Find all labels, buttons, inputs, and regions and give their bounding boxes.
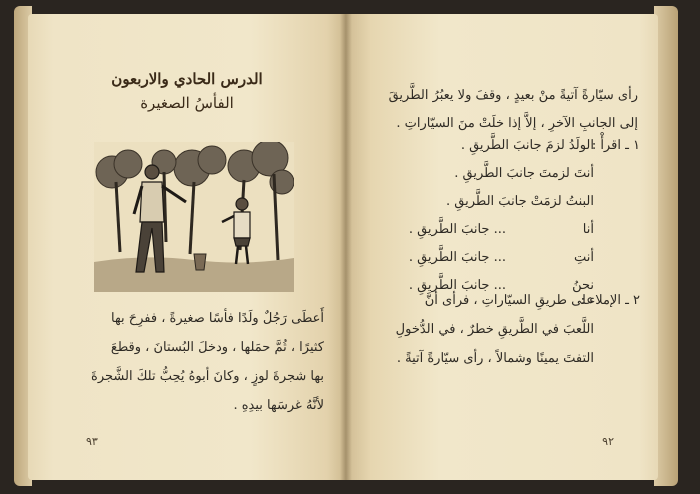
exercise-dictation [360, 286, 640, 373]
exercise-number: ١ ـ اقرأْ : [591, 138, 640, 153]
story-paragraph [54, 304, 324, 420]
exercise-sentence: البنتُ لزمَتْ جانبَ الطَّريقِ . [446, 194, 594, 209]
exercise-read [360, 138, 640, 306]
exercise-pronoun: أنا [582, 222, 594, 237]
right-page [346, 14, 658, 480]
page-number-left: ٩٣ [86, 435, 98, 448]
story-line: لأنَّهُ غرسَها بيدِهِ . [233, 398, 324, 413]
intro-paragraph [376, 82, 638, 138]
exercise-blank: ... جانبَ الطَّريقِ . [408, 222, 506, 237]
exercise-sentence: أنتَ لزمتَ جانبَ الطَّريقِ . [454, 166, 594, 181]
exercise-blank: ... جانبَ الطَّريقِ . [408, 278, 506, 293]
lesson-subtitle: الفأسُ الصغيرة [140, 94, 234, 112]
exercise-pronoun: أنتِ [574, 250, 594, 265]
dictation-line: على طريقِ السيّاراتِ ، فرأى أنَّ [424, 293, 594, 308]
book-gutter [340, 14, 352, 480]
left-page [28, 14, 346, 480]
exercise-sentence: الولَدُ لزمَ جانبَ الطَّريقِ . [460, 138, 594, 153]
orchard-illustration [94, 142, 294, 292]
story-line: أَعطَى رَجُلٌ ولَدًا فأسًا صغيرةً ، ففرِحَ بها [111, 311, 324, 326]
intro-line: رأى سيّارةً آتيةً منْ بعيدٍ ، وقفَ ولا يعبُرُ الطَّريقَ [388, 88, 638, 103]
exercise-pronoun: نحنُ [572, 278, 594, 293]
page-number-right: ٩٢ [602, 435, 614, 448]
story-line: بها شجرةَ لوزٍ ، وكانَ أبوهُ يُحِبُّ تلكَ الشَّجرةَ [91, 369, 324, 384]
dictation-line: التفتَ يمينًا وشمالاً ، رأى سيّارةً آتيةً . [396, 351, 594, 366]
lesson-title: الدرس الحادي والاربعون [111, 70, 263, 88]
exercise-number: ٢ ـ الإملاء : [580, 293, 640, 308]
exercise-blank: ... جانبَ الطَّريقِ . [408, 250, 506, 265]
intro-line: إلى الجانبِ الآخرِ ، إلاَّ إذا خلَتْ منَ السيّاراتِ . [396, 116, 638, 131]
dictation-line: اللَّعبَ في الطَّريقِ خطرٌ ، في الدُّخولِ [395, 322, 594, 337]
story-line: كثيرًا ، ثُمَّ حمَلها ، ودخلَ البُستانَ ، وقطعَ [110, 340, 324, 355]
